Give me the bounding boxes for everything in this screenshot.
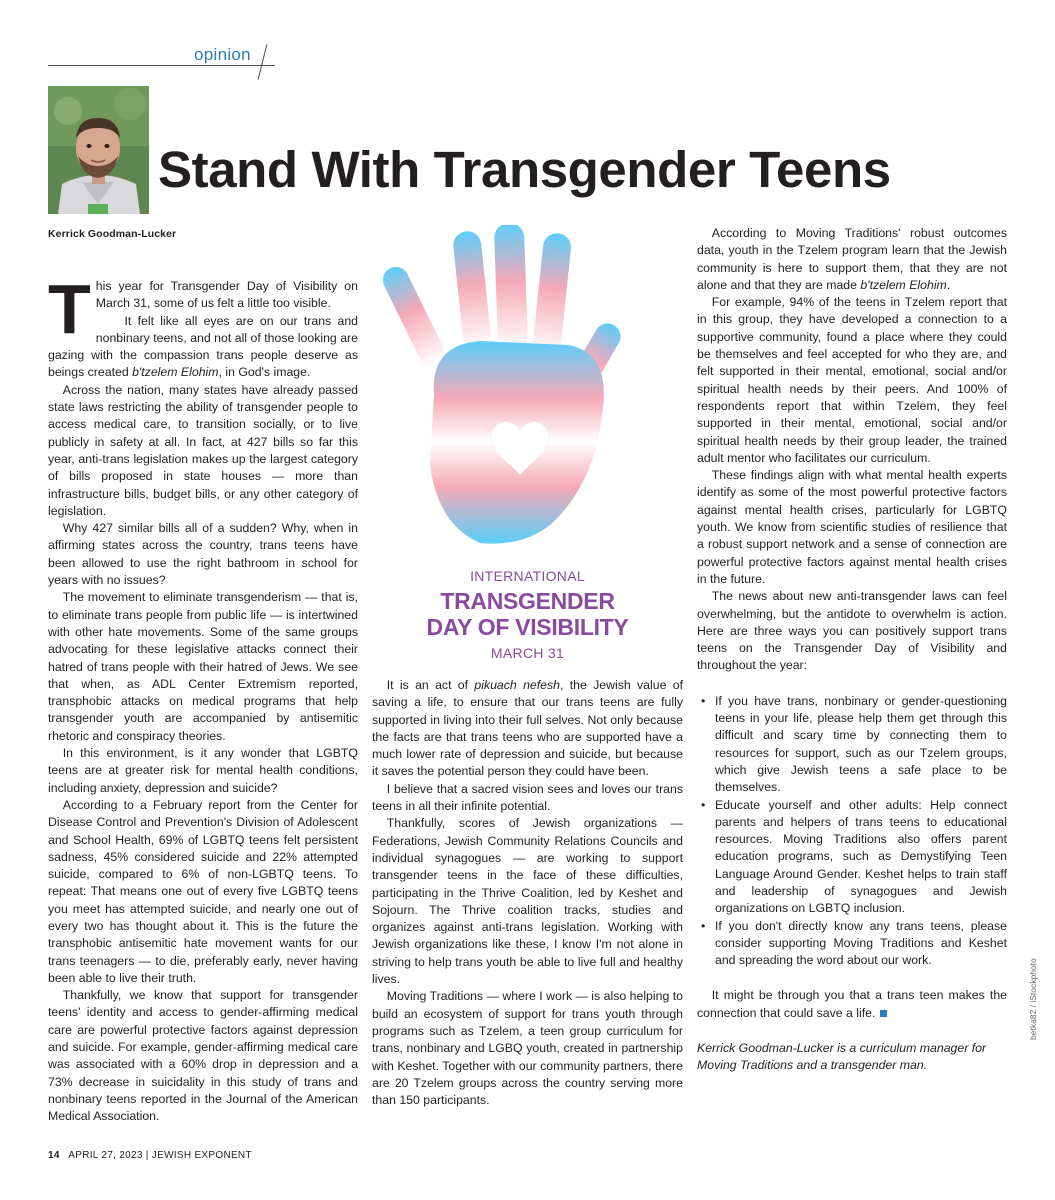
issue-date: APRIL 27, 2023 [68, 1150, 143, 1161]
drop-cap: T [48, 270, 91, 348]
paragraph: Thankfully, we know that support for transgender teens' identity and access to gender-affirming medical care are powerful protective factors against depression and suicide. For example, gender-affirming medical care was associated with a 60% drop in depression and a 73% decrease in suicidality in this study of trans and nonbinary teens reported in the Journal of the American Medical Association. [48, 988, 358, 1124]
author-bio: Kerrick Goodman-Lucker is a curriculum manager for Moving Traditions and a transgender man. [697, 1041, 987, 1073]
paragraph: According to a February report from the Center for Disease Control and Prevention's Division of Adolescent and School Health, 69% of LGBTQ teens felt persistent sadness, 45% considered suicide and 22% attempted suicide, compared to 6% of non-LGBTQ teens. To repeat: That means one out of every five LGBTQ teens you meet has attempted suicide, and nearly one out of every two has thought about it. This is the future the transphobic antisemitic hate movement wants for our trans teenagers — to die, preferably early, never having been able to live their truth. [48, 797, 358, 985]
list-item: • If you have trans, nonbinary or gender-questioning teens in your life, please help them get through this difficult and scary time by connecting them to resources for support, such as our Tzelem groups, which give Jewish teens a safe place to be themselves. [697, 693, 1007, 797]
paragraph: The movement to eliminate transgenderism — that is, to eliminate trans people from public life — is intertwined with other hate movements. Some of the same groups advocating for these legislative attacks connect their hatred of trans people with their hatred of Jews. We see that when, as ADL Center Extremism reported, transphobic attacks on medical programs that help transgender youth are accompanied by antisemitic rhetoric and conspiracy theories. [48, 590, 358, 743]
paragraph: For example, 94% of the teens in Tzelem report that in this group, they have developed a connection to a supportive community, found a place where they could be themselves and feel accepted for who they are, and felt supported in their mental, emotional, social and/or spiritual health needs by their peers. And 100% of respondents report that within Tzelem, they feel supported in their mental, emotional, social and/or spiritual health needs by their group leader, the trained adult mentor who facilitates our curriculum. [697, 295, 1007, 465]
paragraph: It is an act of pikuach nefesh, the Jewish value of saving a life, to ensure that our trans teens are fully supported in living into their full selves. Not only because the facts are that trans teens who are supported have a much lower rate of depression and suicide, but because it saves the potential person they could have been. [372, 678, 683, 779]
paragraph: According to Moving Traditions' robust outcomes data, youth in the Tzelem program learn that the Jewish community is here to support them, that they are not alone and that they are made b'tzelem Elohim. [697, 226, 1007, 292]
paragraph: Across the nation, many states have already passed state laws restricting the ability of transgender people to access medical care, to transition socially, or to live publicly in safety at all. In fact, at 427 bills so far this year, anti-trans legislation makes up the largest category of bills proposed in state houses — more than infrastructure bills, budget bills, or any other category of legislation. [48, 382, 358, 518]
paragraph: Why 427 similar bills all of a sudden? Why, when in affirming states across the country, trans teens have been allowed to use the right bathroom in school for years with no issues? [48, 521, 358, 588]
paragraph: I believe that a sacred vision sees and loves our trans teens in all their infinite potential. [372, 781, 683, 814]
end-mark-icon [880, 1010, 887, 1017]
photo-credit: betka82 / iStockphoto [1028, 958, 1038, 1040]
section-label: opinion [194, 45, 251, 64]
page-footer [48, 1150, 252, 1161]
publication-name: JEWISH EXPONENT [151, 1150, 252, 1161]
footer-separator: | [145, 1150, 149, 1161]
trans-hand-icon [372, 225, 683, 565]
paragraph: It might be through you that a trans teen makes the connection that could save a life. [697, 988, 1007, 1020]
author-photo [48, 86, 149, 214]
paragraph: Thankfully, scores of Jewish organizations — Federations, Jewish Community Relations Councils and individual synagogues — are working to support transgender teens in the face of these difficulties, participating in the Thrive Coalition, led by Keshet and Sojourn. The Thrive coalition tracks, studies and organizes against anti-trans legislation. Working with Jewish organizations like these, I know I'm not alone in striving to help trans youth be able to live full and healthy lives. [372, 816, 683, 987]
paragraph: Moving Traditions — where I work — is also helping to build an ecosystem of support for trans youth through programs such as Tzelem, a teen group curriculum for trans, nonbinary and LGBQ youth, created in partnership with Keshet. Together with our community partners, there are 20 Tzelem groups across the country serving more than 150 participants. [372, 989, 683, 1108]
page-number: 14 [48, 1150, 60, 1161]
idv-line-date: MARCH 31 [490, 645, 565, 661]
paragraph: This year for Transgender Day of Visibility on March 31, some of us felt a little too visible. [48, 270, 358, 348]
article-column-middle [372, 677, 683, 1109]
author-photo-illustration [48, 86, 149, 214]
article-column-right [697, 225, 1007, 1075]
section-rule [48, 65, 275, 66]
idv-line-title: TRANSGENDER DAY OF VISIBILITY [426, 588, 629, 640]
action-list [697, 693, 1007, 970]
paragraph: These findings align with what mental health experts identify as some of the most powerful protective factors against mental health crises, particularly for LGBTQ youth. We know from scientific studies of resilience that a robust support network and a sense of connection are powerful protective factors against mental health crises in the future. [697, 468, 1007, 586]
list-item: • If you don't directly know any trans teens, please consider supporting Moving Traditions and Keshet and spreading the word about our work. [697, 918, 1007, 970]
section-slash [258, 44, 268, 79]
headline: Stand With Transgender Teens [158, 141, 891, 198]
list-item: • Educate yourself and other adults: Help connect parents and helpers of trans teens to educational resources. Moving Traditions also offers parent education programs, such as Demystifying Teen Language Around Gender. Keshet helps to train staff and leadership of synagogues and Jewish organizations on LGBTQ inclusion. [697, 797, 1007, 918]
paragraph: It felt like all eyes are on our trans and nonbinary teens, and not all of those looking are gazing with the compassion trans people deserve as beings created b'tzelem Elohim, in God's image. [48, 313, 358, 380]
paragraph: In this environment, is it any wonder that LGBTQ teens are at greater risk for mental health conditions, including anxiety, depression and suicide? [48, 746, 358, 795]
idv-line-international: INTERNATIONAL [470, 568, 585, 584]
byline: Kerrick Goodman-Lucker [48, 228, 177, 240]
paragraph: The news about new anti-transgender laws can feel overwhelming, but the antidote to overwhelm is action. Here are three ways you can positively support trans teens on the Transgender Day of Visibility and throughout the year: [697, 589, 1007, 673]
article-column-left [48, 270, 358, 1126]
